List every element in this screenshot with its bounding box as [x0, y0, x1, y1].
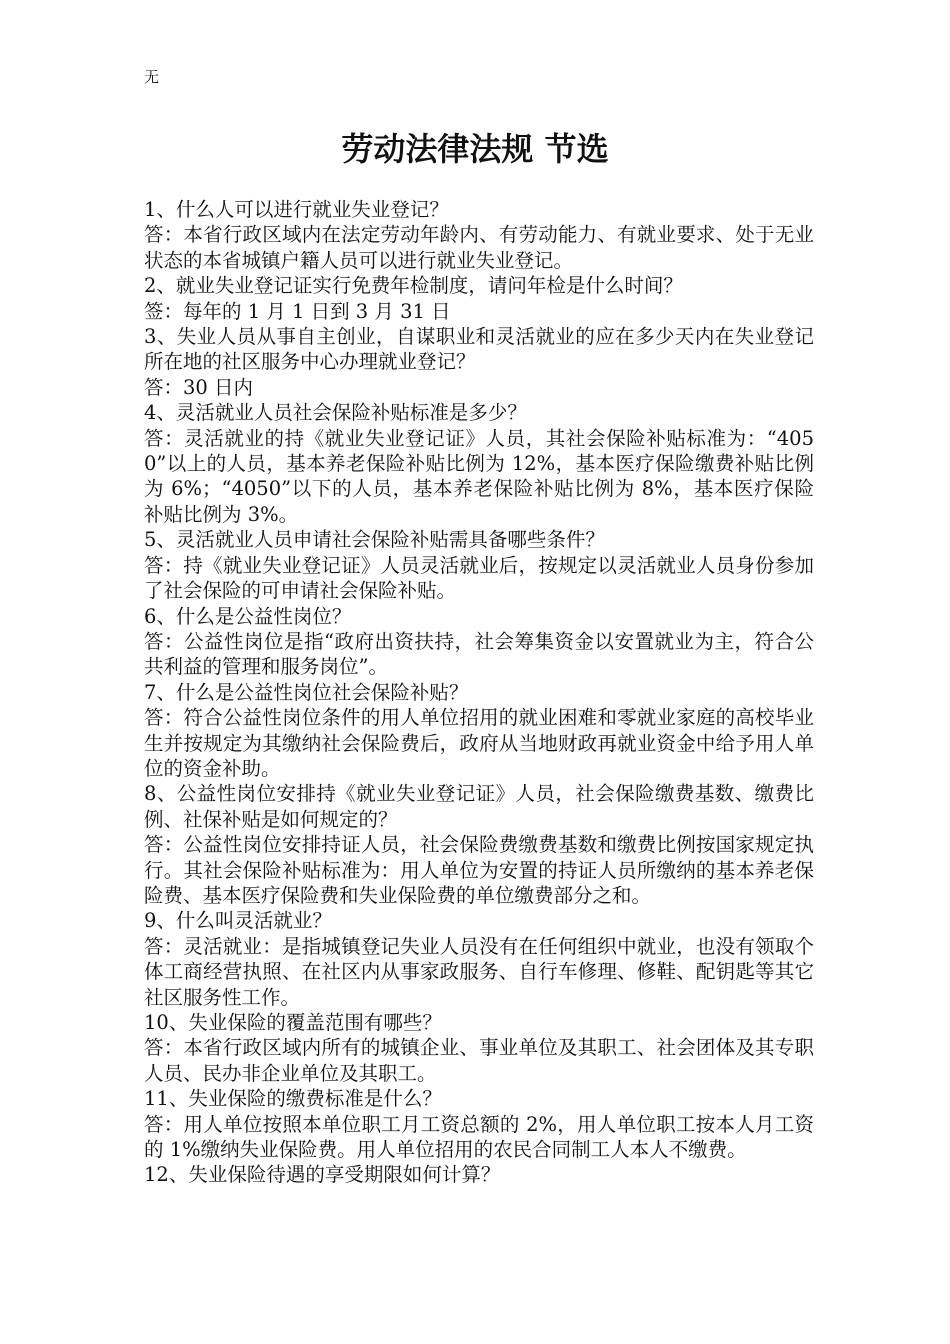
document-body: [144, 197, 814, 1188]
answer-2: 签：每年的 1 月 1 日到 3 月 31 日: [144, 299, 451, 323]
document-title: 劳动法律法规 节选: [341, 130, 609, 168]
question-5: 5、灵活就业人员申请社会保险补贴需具备哪些条件？: [144, 528, 605, 552]
answer-9: 答：灵活就业：是指城镇登记失业人员没有在任何组织中就业，也没有领取个体工商经营执照、在社区内从事家政服务、自行车修理、修鞋、配钥匙等其它社区服务性工作。: [144, 934, 814, 1009]
question-11: 11、失业保险的缴费标准是什么？: [144, 1087, 442, 1111]
question-3: 3、失业人员从事自主创业，自谋职业和灵活就业的应在多少天内在失业登记所在地的社区服务中心办理就业登记？: [144, 325, 814, 374]
answer-5: 答：持《就业失业登记证》人员灵活就业后，按规定以灵活就业人员身份参加了社会保险的可申请社会保险补贴。: [144, 553, 814, 603]
answer-8: 答：公益性岗位安排持证人员，社会保险费缴费基数和缴费比例按国家规定执行。其社会保险补贴标准为：用人单位为安置的持证人员所缴纳的基本养老保险费、基本医疗保险费和失业保险费的单位缴费部分之和。: [144, 833, 814, 907]
question-8: 8、公益性岗位安排持《就业失业登记证》人员，社会保险缴费基数、缴费比例、社保补贴是如何规定的？: [144, 782, 814, 831]
question-6: 6、什么是公益性岗位？: [144, 604, 352, 628]
answer-1: 答：本省行政区域内在法定劳动年龄内、有劳动能力、有就业要求、处于无业状态的本省城镇户籍人员可以进行就业失业登记。: [144, 223, 814, 272]
answer-4: 答：灵活就业的持《就业失业登记证》人员，其社会保险补贴标准为：“4050”以上的人员，基本养老保险补贴比例为 12%，基本医疗保险缴费补贴比例为 6%；“4050”以下的人员，基本养老保险补贴比例为 8%，基本医疗保险补贴比例为 3%。: [144, 426, 814, 526]
question-4: 4、灵活就业人员社会保险补贴标准是多少？: [144, 401, 527, 425]
question-7: 7、什么是公益性岗位社会保险补贴？: [144, 680, 469, 704]
answer-7: 答：符合公益性岗位条件的用人单位招用的就业困难和零就业家庭的高校毕业生并按规定为其缴纳社会保险费后，政府从当地财政再就业资金中给予用人单位的资金补助。: [144, 706, 814, 780]
answer-3: 答：30 日内: [144, 375, 254, 399]
question-12: 12、失业保险待遇的享受期限如何计算？: [144, 1163, 501, 1187]
question-2: 2、就业失业登记证实行免费年检制度，请问年检是什么时间？: [144, 274, 683, 298]
question-9: 9、什么叫灵活就业？: [144, 909, 332, 933]
answer-10: 答：本省行政区域内所有的城镇企业、事业单位及其职工、社会团体及其专职人员、民办非企业单位及其职工。: [144, 1036, 814, 1085]
question-1: 1、什么人可以进行就业失业登记？: [144, 198, 449, 221]
answer-11: 答：用人单位按照本单位职工月工资总额的 2%，用人单位职工按本人月工资的 1%缴纳失业保险费。用人单位招用的农民合同制工人本人不缴费。: [144, 1112, 814, 1162]
question-10: 10、失业保险的覆盖范围有哪些？: [144, 1011, 442, 1034]
answer-6: 答：公益性岗位是指“政府出资扶持，社会筹集资金以安置就业为主，符合公共利益的管理和服务岗位”。: [144, 629, 814, 679]
page-header-text: 无: [144, 68, 160, 86]
